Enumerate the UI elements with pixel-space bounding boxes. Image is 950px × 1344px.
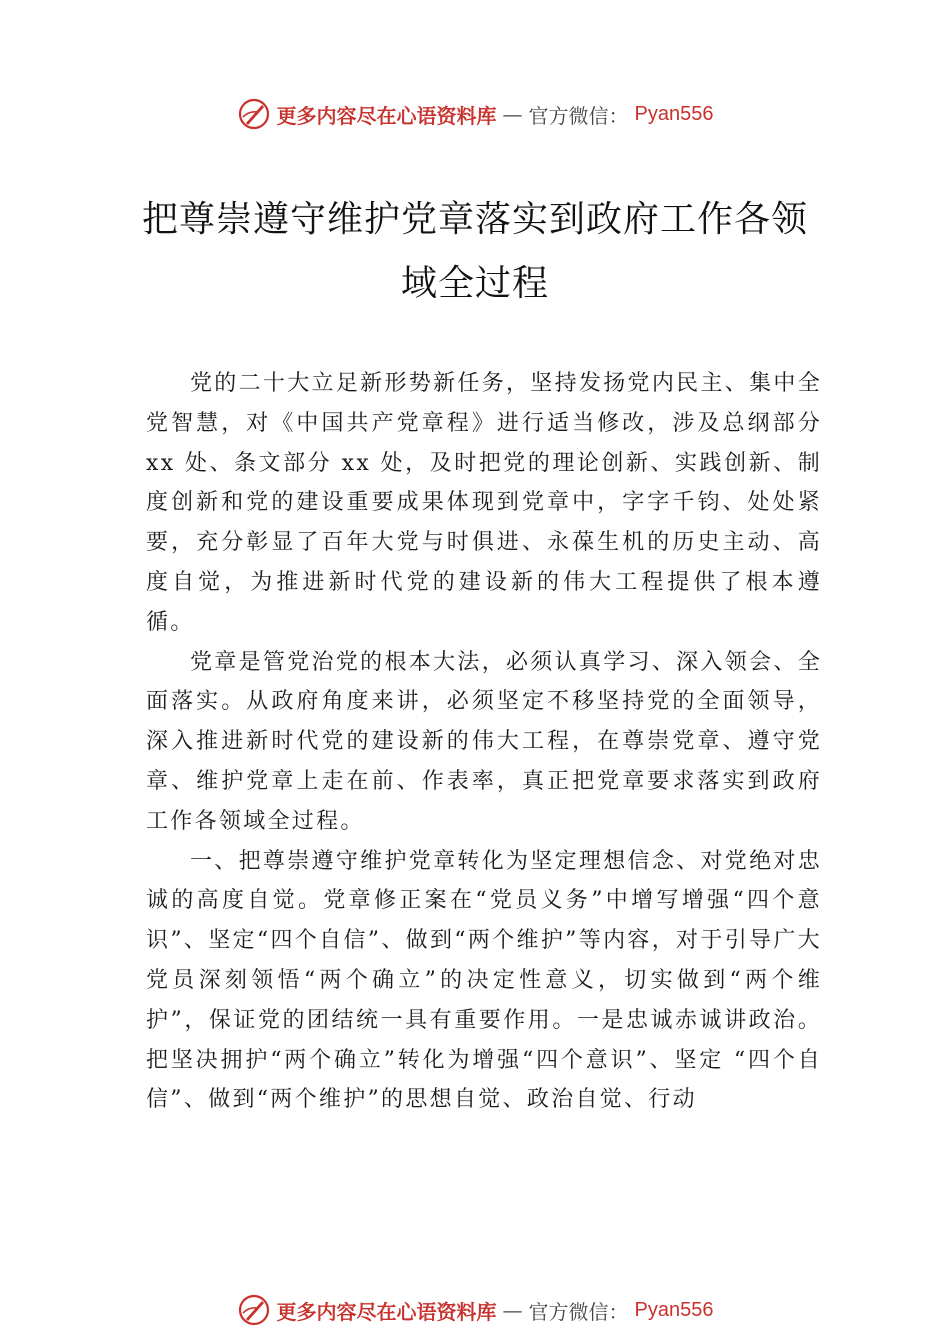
document-body <box>146 364 822 1120</box>
quill-logo-icon <box>237 1293 271 1327</box>
banner-brand-text: 更多内容尽在心语资料库 <box>276 1299 497 1324</box>
banner-brand-text: 更多内容尽在心语资料库 <box>276 103 497 128</box>
footer-banner <box>0 1290 950 1330</box>
banner-dash: — <box>502 102 523 126</box>
title-line-1: 把尊崇遵守维护党章落实到政府工作各领 <box>141 199 808 240</box>
banner-official-label: 官方微信： <box>528 1299 629 1324</box>
title-line-2: 域全过程 <box>400 263 549 304</box>
paragraph: 党的二十大立足新形势新任务，坚持发扬党内民主、集中全党智慧，对《中国共产党章程》进行适当修改，涉及总纲部分 xx 处、条文部分 xx 处，及时把党的理论创新、实践创新、制度创新和党的建设重要成果体现到党章中，字字千钧、处处紧要，充分彰显了百年大党与时俱进、永葆生机的历史主动、高度自觉，为推进新时代党的建设新的伟大工程提供了根本遵循。 <box>146 371 822 635</box>
header-banner <box>0 94 950 134</box>
banner-dash: — <box>502 1298 523 1322</box>
banner-wechat-id: Pyan556 <box>634 1298 714 1321</box>
banner-official-label: 官方微信： <box>528 103 629 128</box>
paragraph: 党章是管党治党的根本大法，必须认真学习、深入领会、全面落实。从政府角度来讲，必须坚定不移坚持党的全面领导，深入推进新时代党的建设新的伟大工程，在尊崇党章、遵守党章、维护党章上走在前、作表率，真正把党章要求落实到政府工作各领域全过程。 <box>146 649 822 834</box>
document-title <box>120 188 830 316</box>
paragraph: 一、把尊崇遵守维护党章转化为坚定理想信念、对党绝对忠诚的高度自觉。党章修正案在“党员义务”中增写增强“四个意识”、坚定“四个自信”、做到“两个维护”等内容，对于引导广大党员深刻领悟“两个确立”的决定性意义，切实做到“两个维护”，保证党的团结统一具有重要作用。一是忠诚赤诚讲政治。把坚决拥护“两个确立”转化为增强“四个意识”、坚定 “四个自信”、做到“两个维护”的思想自觉、政治自觉、行动 <box>146 848 822 1113</box>
banner-wechat-id: Pyan556 <box>634 102 714 125</box>
quill-logo-icon <box>237 97 271 131</box>
